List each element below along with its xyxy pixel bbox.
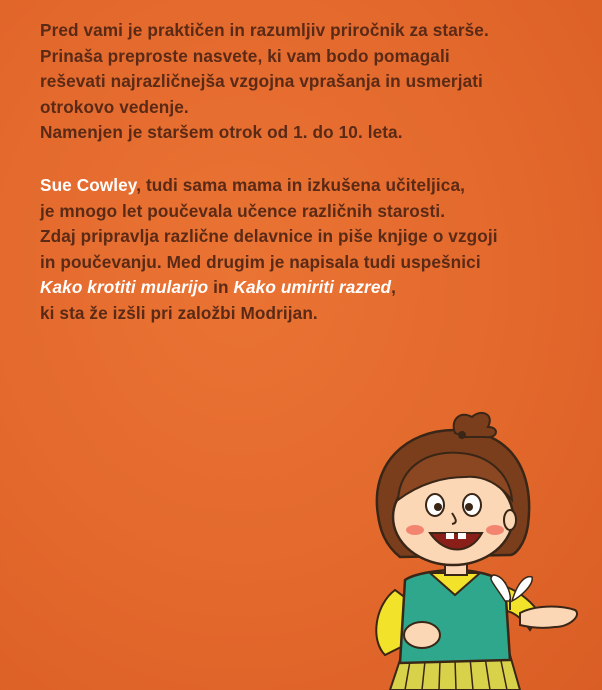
blurb-text bbox=[40, 18, 590, 327]
book-title-1: Kako krotiti mularijo bbox=[40, 277, 209, 298]
ear bbox=[504, 510, 516, 530]
author-line-text: , tudi sama mama in izkušena učiteljica, bbox=[136, 174, 465, 195]
author-name: Sue Cowley bbox=[40, 174, 137, 195]
author-line bbox=[40, 275, 590, 301]
book-title-2: Kako umiriti razred bbox=[233, 277, 392, 298]
intro-line: Namenjen je staršem otrok od 1. do 10. leta. bbox=[40, 122, 403, 143]
connector-text: in bbox=[208, 277, 234, 298]
girl-illustration bbox=[360, 405, 602, 690]
author-line bbox=[40, 173, 590, 199]
intro-line: reševati najrazličnejša vzgojna vprašanja in usmerjati bbox=[40, 71, 483, 92]
left-cheek bbox=[406, 525, 424, 535]
intro-line: Pred vami je praktičen in razumljiv priročnik za starše. bbox=[40, 20, 489, 40]
author-line: in poučevanju. Med drugim je napisala tudi uspešnici bbox=[40, 251, 481, 272]
author-line: Zdaj pripravlja različne delavnice in piše knjige o vzgoji bbox=[40, 226, 498, 247]
author-line: ki sta že izšli pri založbi Modrijan. bbox=[40, 302, 318, 323]
left-hand bbox=[404, 622, 440, 648]
right-cheek bbox=[486, 525, 504, 535]
author-paragraph bbox=[40, 173, 590, 327]
right-hand bbox=[520, 607, 577, 628]
intro-line: Prinaša preproste nasvete, ki vam bodo pomagali bbox=[40, 45, 450, 66]
intro-line: otrokovo vedenje. bbox=[40, 96, 189, 117]
hair-tie bbox=[458, 431, 466, 439]
intro-paragraph bbox=[40, 18, 590, 146]
author-line: je mnogo let poučevala učence različnih starosti. bbox=[40, 200, 446, 221]
comma-text: , bbox=[391, 277, 396, 298]
